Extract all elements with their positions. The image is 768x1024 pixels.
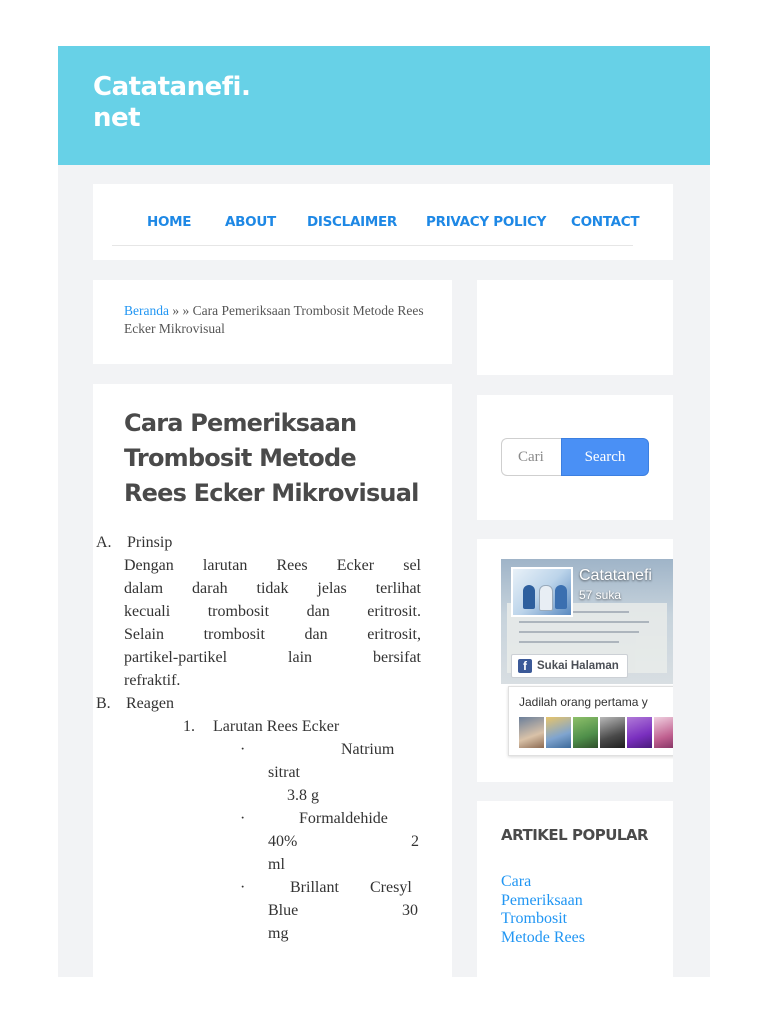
friend-avatar[interactable]	[600, 717, 625, 748]
ingredient-brillant: Blue	[268, 902, 299, 919]
search-widget	[477, 395, 673, 520]
section-a-line: kecuali trombosit dan eritrosit.	[124, 603, 421, 620]
section-a-line: refraktif.	[124, 672, 181, 689]
main-nav	[93, 184, 673, 260]
ingredient-formaldehide: Formaldehide	[299, 810, 388, 827]
ingredient-formaldehide-unit: ml	[268, 856, 285, 873]
ingredient-natrium: Natrium	[341, 741, 395, 758]
ingredient-formaldehide-amount: 2	[411, 833, 419, 850]
section-b-marker: B.	[96, 695, 111, 712]
search-input[interactable]	[501, 438, 561, 476]
nav-item-disclaimer[interactable]: DISCLAIMER	[307, 214, 397, 230]
section-a-line: dalam darah tidak jelas terlihat	[124, 580, 421, 597]
facebook-cover-image[interactable]	[501, 559, 673, 684]
ingredient-brillant: Brillant	[290, 879, 339, 896]
ingredient-brillant-unit: mg	[268, 925, 289, 942]
popular-articles-widget	[477, 801, 673, 977]
site-header	[58, 46, 710, 165]
section-a-line: Dengan larutan Rees Ecker sel	[124, 557, 421, 574]
site-title[interactable]: Catatanefi. net	[93, 72, 251, 133]
facebook-like-count: 57 suka	[579, 588, 622, 602]
reagent-item-label: Larutan Rees Ecker	[213, 718, 340, 735]
breadcrumb	[124, 302, 424, 338]
section-b-heading: Reagen	[126, 695, 174, 712]
friend-avatar[interactable]	[627, 717, 652, 748]
nav-item-home[interactable]: HOME	[147, 214, 192, 230]
section-a-marker: A.	[96, 534, 112, 551]
ingredient-brillant: Cresyl	[370, 879, 412, 896]
bullet: ·	[240, 879, 246, 896]
nav-item-contact[interactable]: CONTACT	[571, 214, 640, 230]
page-container	[58, 46, 710, 977]
popular-article-link[interactable]: Cara Pemeriksaan Trombosit Metode Rees	[501, 873, 585, 946]
ingredient-natrium: sitrat	[268, 764, 300, 781]
post-article	[93, 384, 452, 977]
section-a-heading: Prinsip	[127, 534, 173, 551]
facebook-page-avatar[interactable]	[511, 567, 573, 617]
breadcrumb-current: Cara Pemeriksaan Trombosit Metode Rees Ecker Mikrovisual	[124, 303, 424, 336]
nav-item-privacy-policy[interactable]: PRIVACY POLICY	[426, 214, 547, 230]
facebook-page-widget	[477, 539, 673, 782]
breadcrumb-panel	[93, 280, 452, 364]
section-a-line: Selain trombosit dan eritrosit,	[124, 626, 421, 643]
friend-avatar[interactable]	[546, 717, 571, 748]
search-button[interactable]: Search	[561, 438, 649, 476]
reagent-item-number: 1.	[183, 718, 195, 735]
breadcrumb-home-link[interactable]: Beranda	[124, 303, 169, 318]
facebook-page-name[interactable]: Catatanefi	[579, 567, 652, 584]
ingredient-natrium-amount: 3.8 g	[287, 787, 319, 804]
friend-avatar[interactable]	[573, 717, 598, 748]
ingredient-brillant-amount: 30	[402, 902, 418, 919]
friend-avatar[interactable]	[519, 717, 544, 748]
facebook-friends-text: Jadilah orang pertama y	[519, 695, 648, 709]
facebook-like-button[interactable]	[511, 654, 628, 678]
facebook-friends-panel	[508, 686, 673, 756]
bullet: ·	[240, 741, 246, 758]
popular-articles-heading: ARTIKEL POPULAR	[501, 826, 649, 844]
facebook-like-label: Sukai Halaman	[537, 660, 619, 672]
facebook-icon: f	[518, 659, 532, 673]
sidebar-empty-widget	[477, 280, 673, 375]
bullet: ·	[240, 810, 246, 827]
section-a-line: partikel-partikel lain bersifat	[124, 649, 421, 666]
breadcrumb-separator: » »	[172, 303, 190, 318]
friend-avatar[interactable]	[654, 717, 673, 748]
ingredient-formaldehide: 40%	[268, 833, 298, 850]
nav-menu	[112, 184, 640, 246]
nav-item-about[interactable]: ABOUT	[225, 214, 276, 230]
post-title: Cara Pemeriksaan Trombosit Metode Rees Ecker Mikrovisual	[124, 409, 419, 507]
